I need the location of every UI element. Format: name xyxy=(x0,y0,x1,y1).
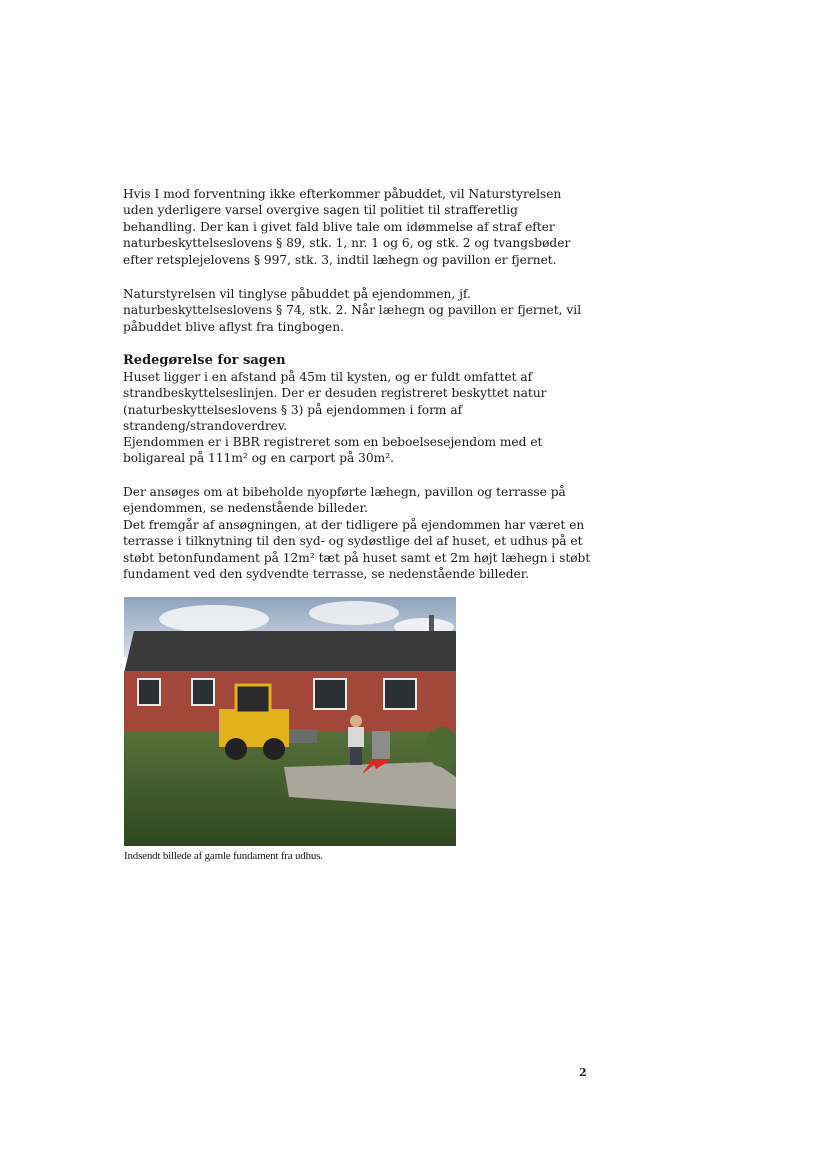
chimney xyxy=(429,615,434,631)
paragraph-text: Huset ligger i en afstand på 45m til kysten, og er fuldt omfattet af strandbeskyttelseslinjen. Der er desuden registreret beskyttet natur (naturbeskyttelseslovens § 3) på ejendommen i form af strandeng/strandoverdrev. xyxy=(123,370,547,434)
window xyxy=(314,679,346,709)
page-number: 2 xyxy=(579,1066,587,1079)
cloud xyxy=(159,605,269,633)
paragraph-text: Hvis I mod forventning ikke efterkommer påbuddet, vil Naturstyrelsen uden yderligere varsel overgive sagen til politiet til strafferetlig behandling. Der kan i givet fald blive tale om idømmelse af straf efter naturbeskyttelseslovens § 89, stk. 1, nr. 1 og 6, og stk. 2 og tvangsbøder efter retsplejelovens § 997, stk. 3, indtil læhegn og pavillon er fjernet. xyxy=(123,187,571,267)
barrel xyxy=(372,731,390,759)
paragraph-registration xyxy=(123,286,593,335)
paragraph-penalty xyxy=(123,186,593,268)
section-case-account xyxy=(123,352,593,435)
paragraph-bbr xyxy=(123,434,593,467)
photo-caption: Indsendt billede af gamle fundament fra udhus. xyxy=(124,850,323,862)
section-heading: Redegørelse for sagen xyxy=(123,353,286,368)
window xyxy=(192,679,214,705)
paragraph-application xyxy=(123,484,593,582)
window xyxy=(138,679,160,705)
paragraph-text: Det fremgår af ansøgningen, at der tidligere på ejendommen har været en terrasse i tilknytning til den syd- og sydøstlige del af huset, et udhus på et støbt betonfundament på 12m² tæt på huset samt et 2m højt læhegn i støbt fundament ved den sydvendte terrasse, se nedenstående billeder. xyxy=(123,517,591,582)
paragraph-text: Ejendommen er i BBR registreret som en beboelsesejendom med et boligareal på 111m² og en carport på 30m². xyxy=(123,435,543,466)
photo-old-foundation xyxy=(124,597,456,846)
window xyxy=(384,679,416,709)
house-roof xyxy=(124,631,456,673)
photo-illustration xyxy=(124,597,456,846)
cloud xyxy=(309,601,399,625)
worker xyxy=(348,715,364,765)
paragraph-text: Naturstyrelsen vil tinglyse påbuddet på ejendommen, jf. naturbeskyttelseslovens § 74, stk. 2. Når læhegn og pavillon er fjernet, vil påbuddet blive aflyst fra tingbogen. xyxy=(123,287,582,334)
paragraph-text: Der ansøges om at bibeholde nyopførte læhegn, pavillon og terrasse på ejendommen, se nedenstående billeder. xyxy=(123,485,566,516)
